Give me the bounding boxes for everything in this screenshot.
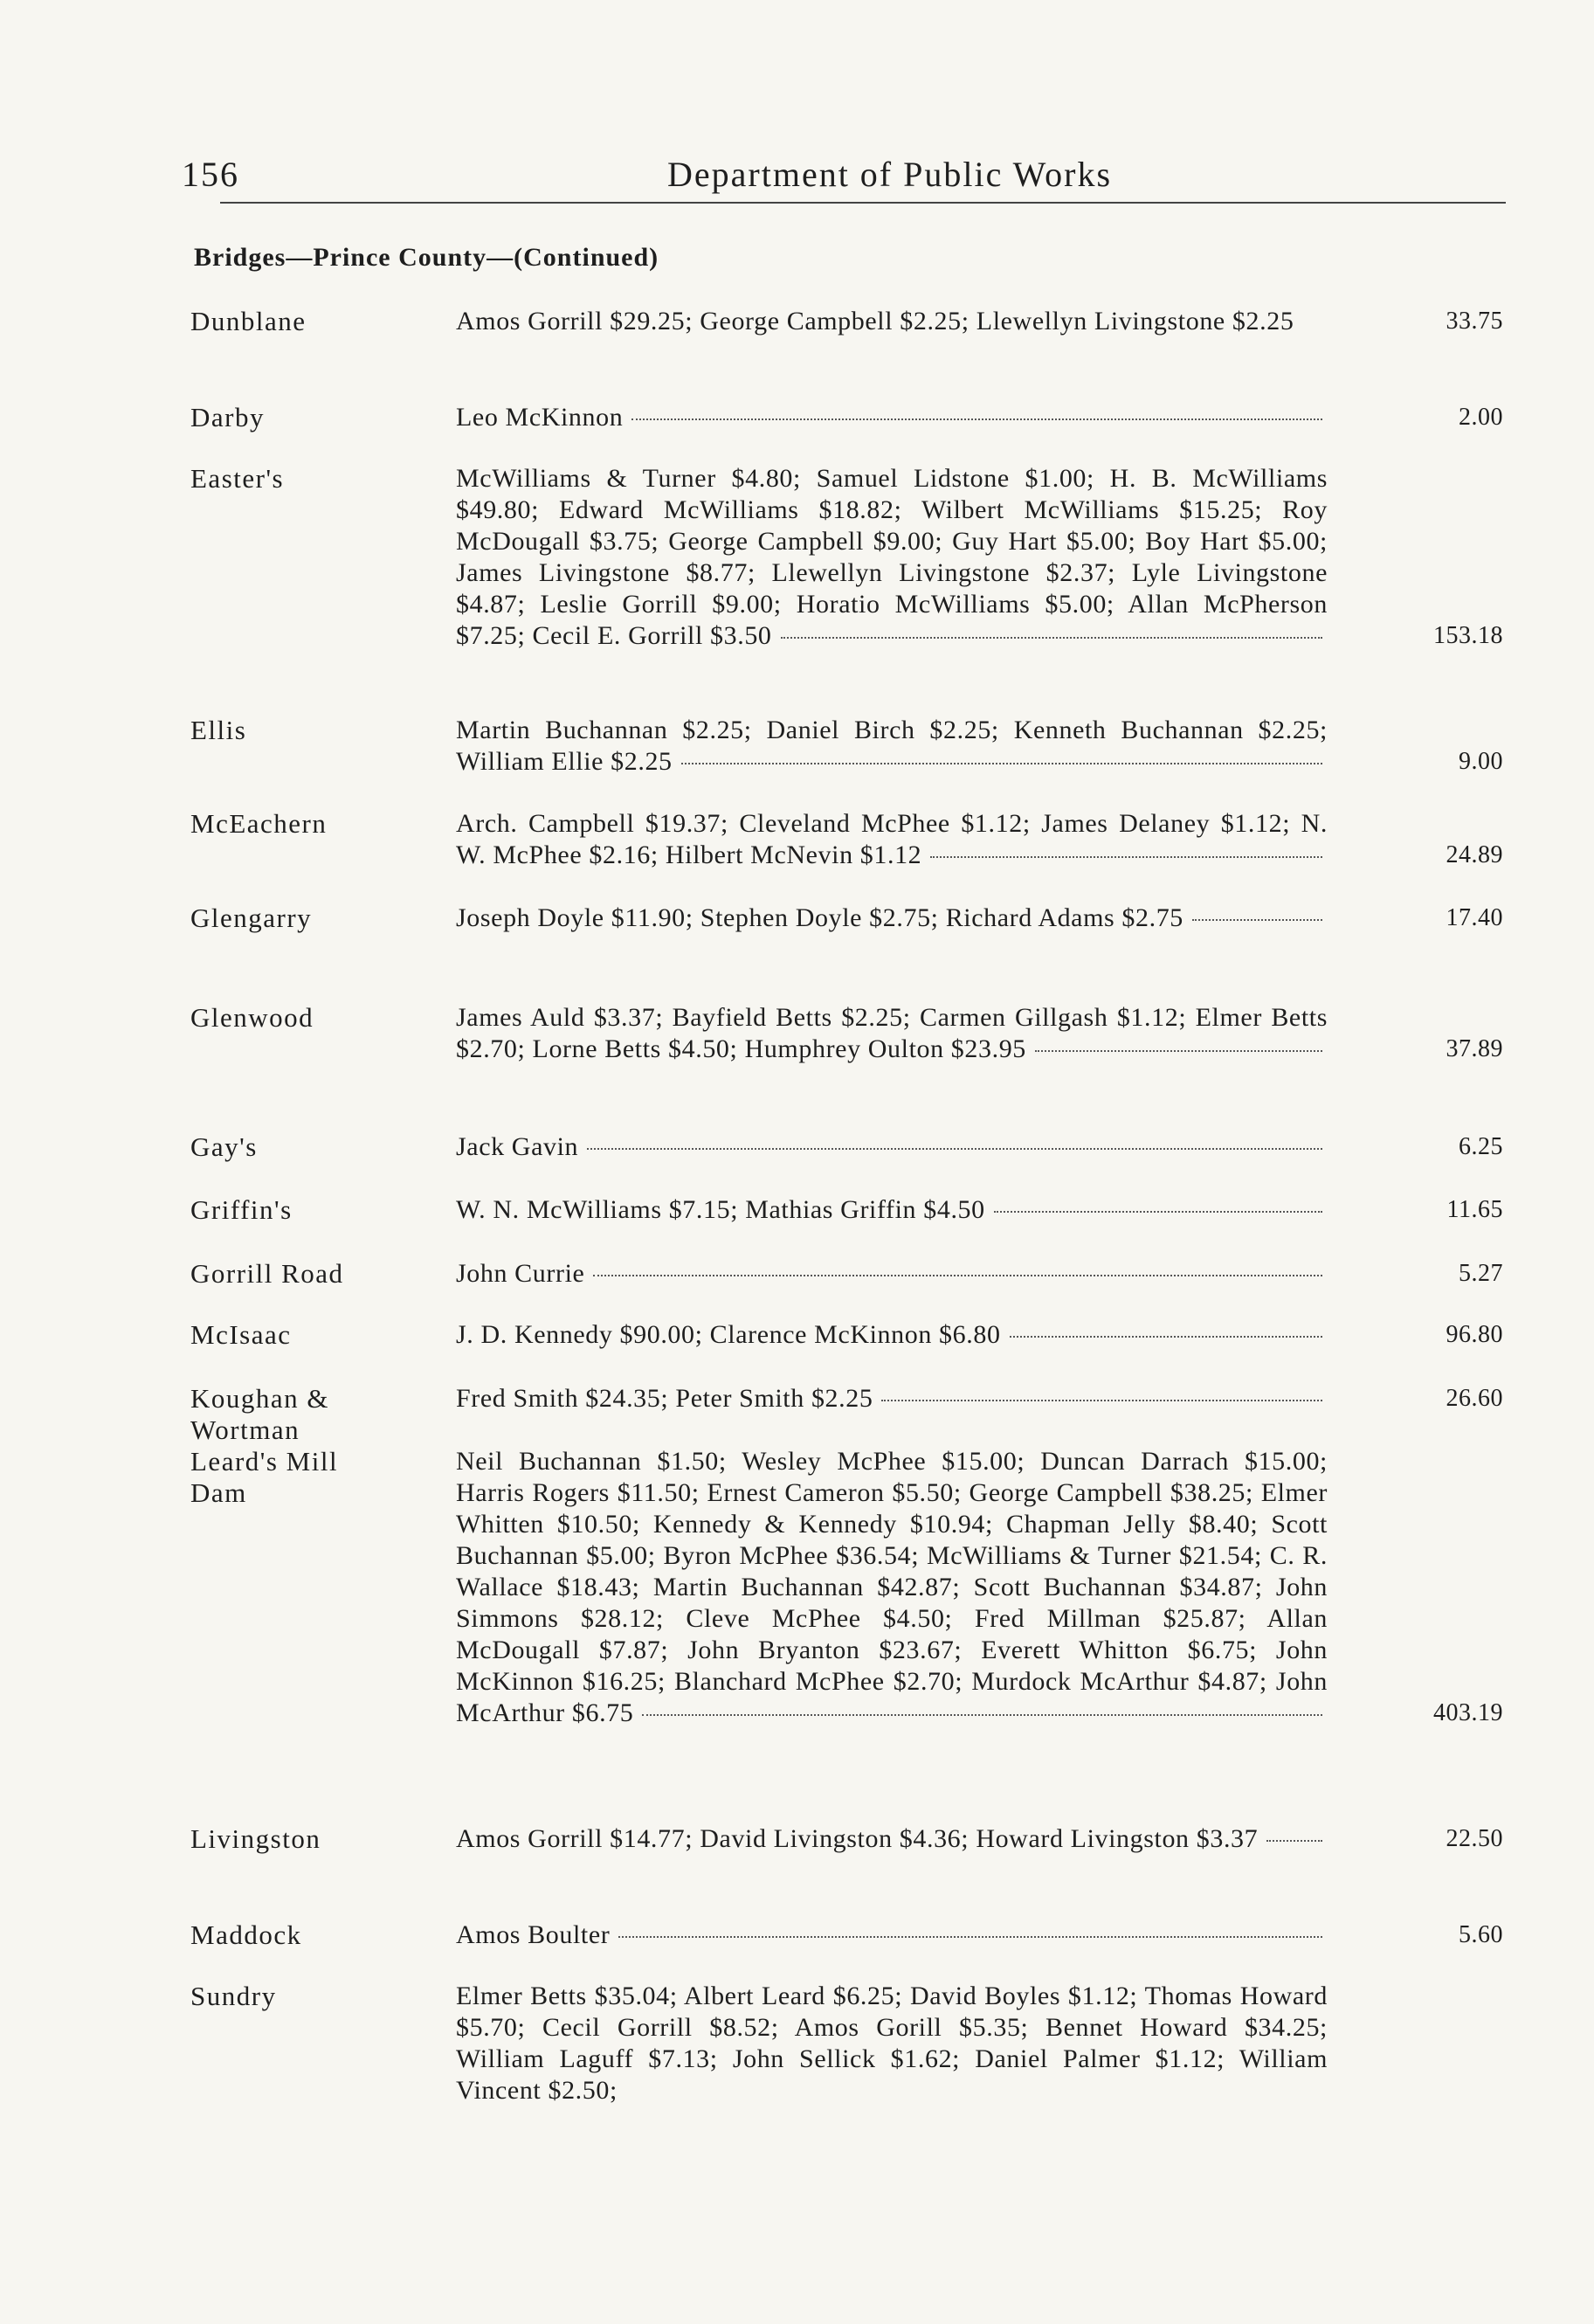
entry-name: Gorrill Road bbox=[190, 1258, 344, 1289]
section-title: Bridges—Prince County—(Continued) bbox=[194, 243, 659, 272]
entry-description bbox=[456, 1002, 1328, 1065]
entry-amount: 11.65 bbox=[1446, 1196, 1503, 1223]
entry-name: Sundry bbox=[190, 1981, 277, 2011]
dot-leader bbox=[1192, 919, 1322, 921]
entry-amount: 17.40 bbox=[1446, 904, 1503, 931]
entry-name: Dunblane bbox=[190, 306, 307, 336]
running-title: Department of Public Works bbox=[667, 155, 1113, 194]
entry-name: McIsaac bbox=[190, 1319, 292, 1350]
entry-description bbox=[456, 808, 1328, 871]
entry-description-text: Fred Smith $24.35; Peter Smith $2.25 bbox=[456, 1384, 873, 1413]
entry-description bbox=[456, 1823, 1328, 1855]
header-rule bbox=[220, 202, 1506, 204]
entry-amount: 6.25 bbox=[1459, 1133, 1503, 1160]
dot-leader bbox=[881, 1400, 1322, 1401]
dot-leader bbox=[642, 1714, 1322, 1716]
entry-amount: 24.89 bbox=[1446, 841, 1503, 868]
entry-amount: 33.75 bbox=[1446, 308, 1503, 335]
entry-description-text: Neil Buchannan $1.50; Wesley McPhee $15.00; Duncan Darrach $15.00; Harris Rogers $11.50; Ernest Cameron $5.50; George Campbell $38.25; Elmer Whitten $10.50; Kennedy & Kennedy $10.94; Chapman Jelly $8.40; Scott Buchannan $5.00; Byron McPhee $36.54; McWilliams & Turner $21.54; C. R. Wallace $18.43; Martin Buchannan $42.87; Scott Buchannan $34.87; John Simmons $28.12; Cleve McPhee $4.50; Fred Millman $25.87; Allan McDougall $7.87; John Bryanton $23.67; Everett Whitton $6.75; John McKinnon $16.25; Blanchard McPhee $2.70; Murdock McArthur $4.87; John McArthur $6.75 bbox=[456, 1447, 1328, 1727]
entry-description bbox=[456, 1258, 1328, 1290]
entry-name: Gay's bbox=[190, 1131, 258, 1162]
entry-amount: 403.19 bbox=[1433, 1699, 1503, 1726]
entry-amount: 5.60 bbox=[1459, 1921, 1503, 1948]
entry-amount: 9.00 bbox=[1459, 748, 1503, 775]
entry-description-text: James Auld $3.37; Bayfield Betts $2.25; Carmen Gillgash $1.12; Elmer Betts $2.70; Lorne Betts $4.50; Humphrey Oulton $23.95 bbox=[456, 1003, 1328, 1063]
dot-leader bbox=[593, 1275, 1322, 1276]
entry-name: Glenwood bbox=[190, 1002, 314, 1033]
entry-name: Darby bbox=[190, 402, 265, 432]
dot-leader bbox=[1010, 1336, 1322, 1338]
entry-name: McEachern bbox=[190, 808, 328, 839]
entry-name: Glengarry bbox=[190, 903, 313, 933]
dot-leader bbox=[994, 1211, 1322, 1213]
entry-description bbox=[456, 1981, 1328, 2106]
entry-description-text: Joseph Doyle $11.90; Stephen Doyle $2.75; Richard Adams $2.75 bbox=[456, 903, 1183, 932]
entry-description bbox=[456, 463, 1328, 652]
entry-description-text: Amos Boulter bbox=[456, 1920, 611, 1949]
entry-description-text: Martin Buchannan $2.25; Daniel Birch $2.25; Kenneth Buchannan $2.25; William Ellie $2.25 bbox=[456, 716, 1328, 776]
entry-name: Griffin's bbox=[190, 1194, 293, 1225]
dot-leader bbox=[587, 1148, 1322, 1150]
entry-description-text: Amos Gorrill $29.25; George Campbell $2.25; Llewellyn Livingstone $2.25 bbox=[456, 307, 1294, 335]
dot-leader bbox=[1035, 1050, 1322, 1052]
entry-name: Ellis bbox=[190, 715, 247, 745]
page-number: 156 bbox=[182, 155, 239, 194]
dot-leader bbox=[930, 856, 1322, 858]
entry-name: Leard's Mill Dam bbox=[190, 1446, 339, 1508]
entry-amount: 5.27 bbox=[1459, 1260, 1503, 1287]
entry-description-text: Arch. Campbell $19.37; Cleveland McPhee $1.12; James Delaney $1.12; N. W. McPhee $2.16; Hilbert McNevin $1.12 bbox=[456, 809, 1328, 869]
entry-description-text: Jack Gavin bbox=[456, 1132, 579, 1161]
entry-description bbox=[456, 1919, 1328, 1951]
entry-description bbox=[456, 402, 1328, 433]
entry-amount: 153.18 bbox=[1433, 622, 1503, 649]
entry-amount: 96.80 bbox=[1446, 1321, 1503, 1348]
entry-description-text: John Currie bbox=[456, 1259, 585, 1288]
entry-description-text: W. N. McWilliams $7.15; Mathias Griffin $4.50 bbox=[456, 1195, 985, 1224]
dot-leader bbox=[681, 763, 1322, 764]
dot-leader bbox=[618, 1936, 1322, 1938]
entry-description-text: Amos Gorrill $14.77; David Livingston $4.36; Howard Livingston $3.37 bbox=[456, 1824, 1259, 1853]
dot-leader bbox=[631, 418, 1322, 420]
entry-description-text: Elmer Betts $35.04; Albert Leard $6.25; David Boyles $1.12; Thomas Howard $5.70; Cecil Gorrill $8.52; Amos Gorill $5.35; Bennet Howard $34.25; William Laguff $7.13; John Sellick $1.62; Daniel Palmer $1.12; William Vincent $2.50; bbox=[456, 1982, 1328, 2105]
dot-leader bbox=[1266, 1840, 1322, 1842]
entry-name: Easter's bbox=[190, 463, 285, 494]
entry-description-text: Leo McKinnon bbox=[456, 403, 624, 432]
entry-amount: 2.00 bbox=[1459, 404, 1503, 431]
entry-description bbox=[456, 306, 1328, 337]
entry-description-text: J. D. Kennedy $90.00; Clarence McKinnon $6.80 bbox=[456, 1320, 1001, 1349]
entry-description bbox=[456, 715, 1328, 778]
entry-amount: 37.89 bbox=[1446, 1035, 1503, 1062]
dot-leader bbox=[781, 637, 1322, 639]
entry-name: Koughan & Wortman bbox=[190, 1383, 330, 1445]
entry-amount: 22.50 bbox=[1446, 1825, 1503, 1852]
entry-description-text: McWilliams & Turner $4.80; Samuel Lidstone $1.00; H. B. McWilliams $49.80; Edward McWilliams $18.82; Wilbert McWilliams $15.25; Roy McDougall $3.75; George Campbell $9.00; Guy Hart $5.00; Boy Hart $5.00; James Livingstone $8.77; Llewellyn Livingstone $2.37; Lyle Livingstone $4.87; Leslie Gorrill $9.00; Horatio McWilliams $5.00; Allan McPherson $7.25; Cecil E. Gorrill $3.50 bbox=[456, 464, 1328, 650]
entry-description bbox=[456, 1194, 1328, 1226]
entry-description bbox=[456, 1446, 1328, 1729]
entry-description bbox=[456, 1383, 1328, 1414]
entry-description bbox=[456, 903, 1328, 934]
entry-amount: 26.60 bbox=[1446, 1385, 1503, 1412]
page-header bbox=[182, 154, 1506, 206]
entry-description bbox=[456, 1319, 1328, 1351]
entry-name: Maddock bbox=[190, 1919, 302, 1950]
entry-name: Livingston bbox=[190, 1823, 321, 1854]
entry-description bbox=[456, 1131, 1328, 1163]
